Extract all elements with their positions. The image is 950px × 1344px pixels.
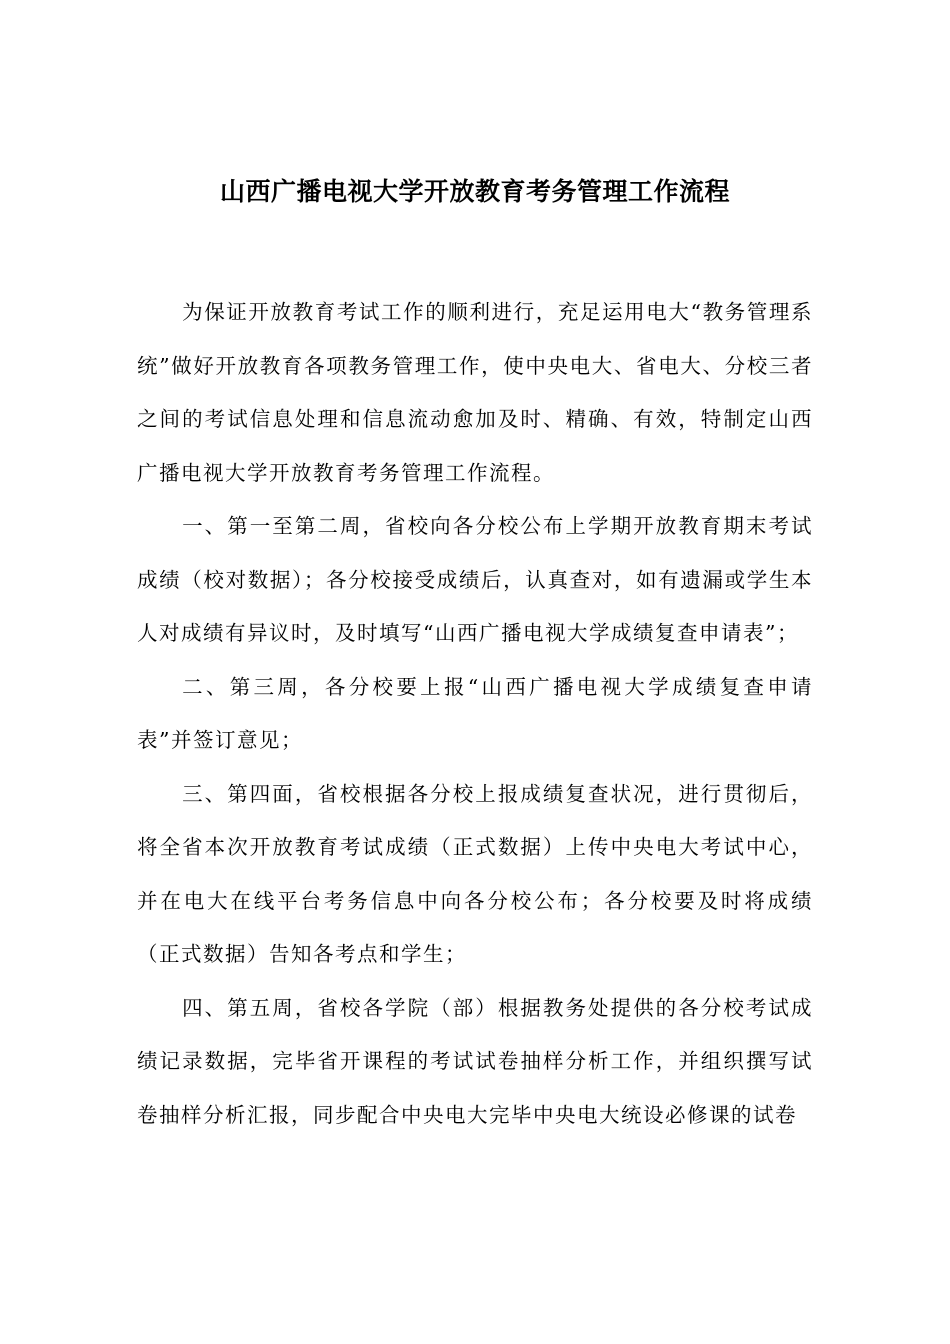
paragraph-item-1: 一、第一至第二周，省校向各分校公布上学期开放教育期末考试成绩（校对数据）；各分校接受成绩后，认真查对，如有遗漏或学生本人对成绩有异议时，及时填写“山西广播电视大学成绩复查申请表”； <box>137 514 813 645</box>
paragraph-item-2: 二、第三周，各分校要上报“山西广播电视大学成绩复查申请表”并签订意见； <box>137 674 813 752</box>
paragraph-intro: 为保证开放教育考试工作的顺利进行，充足运用电大“教务管理系统”做好开放教育各项教务管理工作，使中央电大、省电大、分校三者之间的考试信息处理和信息流动愈加及时、精确、有效，特制定山西广播电视大学开放教育考务管理工作流程。 <box>137 300 813 485</box>
document-body <box>137 286 813 1142</box>
document-title: 山西广播电视大学开放教育考务管理工作流程 <box>219 177 730 206</box>
paragraph-item-4: 四、第五周，省校各学院（部）根据教务处提供的各分校考试成绩记录数据，完毕省开课程的考试试卷抽样分析工作，并组织撰写试卷抽样分析汇报，同步配合中央电大完毕中央电大统设必修课的试卷 <box>137 995 813 1127</box>
paragraph-item-3: 三、第四面，省校根据各分校上报成绩复查状况，进行贯彻后，将全省本次开放教育考试成绩（正式数据）上传中央电大考试中心，并在电大在线平台考务信息中向各分校公布；各分校要及时将成绩（正式数据）告知各考点和学生； <box>137 781 813 966</box>
